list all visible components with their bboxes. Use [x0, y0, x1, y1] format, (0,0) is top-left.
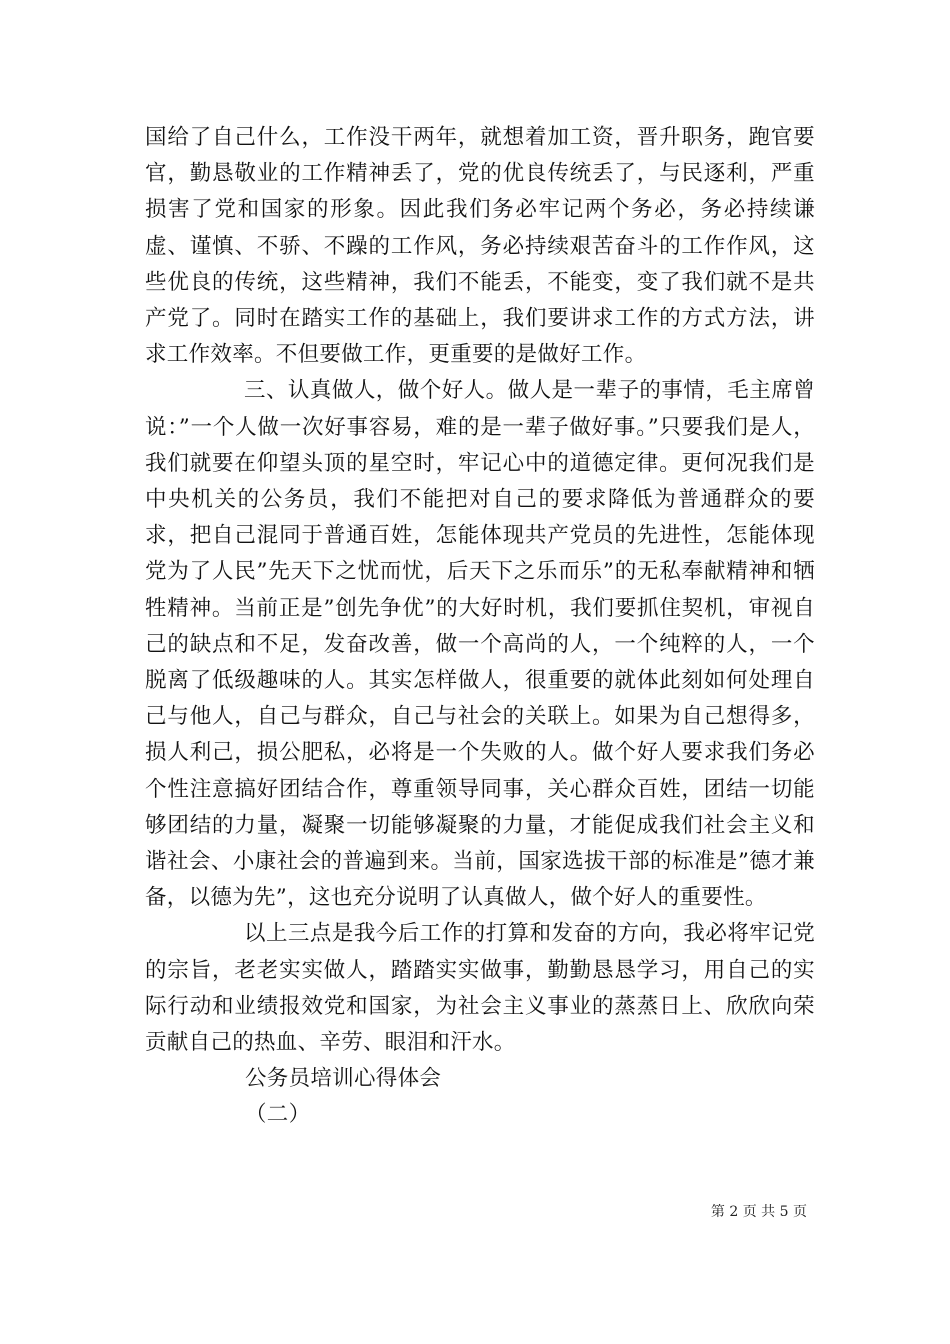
page-number-footer: 第 2 页 共 5 页 — [710, 1204, 807, 1220]
paragraph-section-three: 三、认真做人，做个好人。做人是一辈子的事情，毛主席曾说：”一个人做一次好事容易，难的是一辈子做好事。”只要我们是人，我们就要在仰望头顶的星空时，牢记心中的道德定律。更何况我们是中央机关的公务员，我们不能把对自己的要求降低为普通群众的要求，把自己混同于普通百姓，怎能体现共产党员的先进性，怎能体现党为了人民”先天下之忧而忧，后天下之乐而乐”的无私奉献精神和牺牲精神。当前正是”创先争优”的大好时机，我们要抓住契机，审视自己的缺点和不足，发奋改善，做一个高尚的人，一个纯粹的人，一个脱离了低级趣味的人。其实怎样做人，很重要的就体此刻如何处理自己与他人，自己与群众，自己与社会的关联上。如果为自己想得多，损人利己，损公肥私，必将是一个失败的人。做个好人要求我们务必个性注意搞好团结合作，尊重领导同事，关心群众百姓，团结一切能够团结的力量，凝聚一切能够凝聚的力量，才能促成我们社会主义和谐社会、小康社会的普遍到来。当前，国家选拔干部的标准是”德才兼备，以德为先”，这也充分说明了认真做人，做个好人的重要性。 — [145, 378, 815, 911]
paragraph-continuation: 国给了自己什么，工作没干两年，就想着加工资，晋升职务，跑官要官，勤恳敬业的工作精神丢了，党的优良传统丢了，与民逐利，严重损害了党和国家的形象。因此我们务必牢记两个务必，务必持续谦虚、谨慎、不骄、不躁的工作风，务必持续艰苦奋斗的工作作风，这些优良的传统，这些精神，我们不能丢，不能变，变了我们就不是共产党了。同时在踏实工作的基础上，我们要讲求工作的方式方法，讲求工作效率。不但要做工作，更重要的是做好工作。 — [145, 125, 815, 368]
document-subtitle: （二） — [245, 1102, 311, 1128]
document-title: 公务员培训心得体会 — [245, 1066, 442, 1092]
paragraph-conclusion: 以上三点是我今后工作的打算和发奋的方向，我必将牢记党的宗旨，老老实实做人，踏踏实实做事，勤勤恳恳学习，用自己的实际行动和业绩报效党和国家，为社会主义事业的蒸蒸日上、欣欣向荣贡献自己的热血、辛劳、眼泪和汗水。 — [145, 921, 815, 1056]
document-body — [145, 120, 815, 1134]
